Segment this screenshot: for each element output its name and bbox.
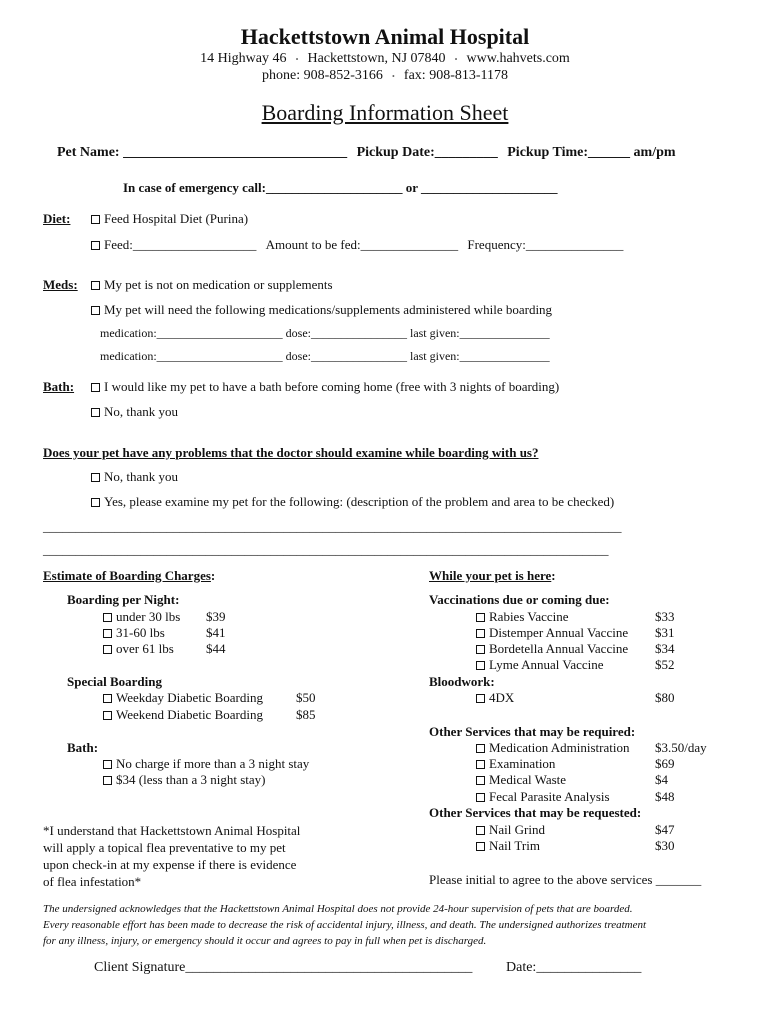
bloodwork-item[interactable] — [476, 690, 675, 706]
page-title: Boarding Information Sheet — [261, 100, 509, 125]
problems-option-yes-label: Yes, please examine my pet for the following: (description of the problem and area to be checked) — [104, 494, 615, 509]
per-night-item[interactable] — [103, 625, 226, 641]
problems-option-yes[interactable] — [91, 494, 614, 510]
required-label: Medical Waste — [489, 772, 567, 787]
problem-description-line[interactable]: _______________________________________________________________________________________ — [43, 542, 609, 557]
amount-field[interactable]: Amount to be fed:_______________ — [265, 237, 459, 252]
checkbox-icon[interactable] — [103, 645, 112, 654]
requested-heading: Other Services that may be requested: — [429, 805, 642, 820]
meds-option-none[interactable] — [91, 277, 333, 293]
checkbox-icon[interactable] — [476, 776, 485, 785]
checkbox-icon[interactable] — [91, 498, 100, 507]
estimate-heading — [43, 568, 215, 584]
phone: phone: 908-852-3166 — [261, 68, 383, 83]
meds-option-none-label: My pet is not on medication or supplements — [104, 277, 333, 292]
bullet-icon: • — [454, 55, 458, 64]
per-night-label: over 61 lbs — [116, 641, 174, 656]
checkbox-icon[interactable] — [91, 408, 100, 417]
required-price: $48 — [655, 789, 675, 804]
requested-price: $30 — [655, 838, 675, 853]
per-night-item[interactable] — [103, 609, 226, 625]
vaccination-price: $52 — [655, 657, 675, 672]
while-here-heading-text: While your pet is here — [429, 568, 552, 583]
pet-line — [57, 145, 676, 161]
required-label: Medication Administration — [489, 740, 630, 755]
checkbox-icon[interactable] — [103, 613, 112, 622]
meds-option-needs-label: My pet will need the following medications/supplements administered while boarding — [104, 302, 553, 317]
required-item[interactable] — [476, 789, 675, 805]
meds-label: Meds: — [43, 277, 78, 292]
special-label: Weekend Diabetic Boarding — [116, 707, 263, 722]
bath-option-no[interactable] — [91, 404, 178, 420]
diet-option-hospital[interactable] — [91, 211, 248, 227]
required-price: $4 — [655, 772, 668, 787]
special-price: $50 — [296, 690, 316, 705]
pickup-date-label: Pickup Date: — [356, 145, 435, 160]
diet-label: Diet: — [43, 211, 71, 226]
disclaimer — [43, 901, 646, 949]
vaccination-price: $33 — [655, 609, 675, 624]
checkbox-icon[interactable] — [476, 744, 485, 753]
special-item[interactable] — [103, 707, 316, 723]
client-signature-field[interactable]: Client Signature_________________________________________ — [94, 960, 473, 975]
checkbox-icon[interactable] — [91, 215, 100, 224]
bath-option-yes-label: I would like my pet to have a bath before coming home (free with 3 nights of boarding) — [104, 379, 560, 394]
vaccination-price: $31 — [655, 625, 675, 640]
required-item[interactable] — [476, 756, 675, 772]
flea-note-line: upon check-in at my expense if there is evidence — [43, 857, 297, 872]
checkbox-icon[interactable] — [476, 760, 485, 769]
special-label: Weekday Diabetic Boarding — [116, 690, 263, 705]
frequency-field[interactable]: Frequency:_______________ — [467, 237, 624, 252]
special-heading: Special Boarding — [67, 674, 162, 689]
checkbox-icon[interactable] — [91, 383, 100, 392]
per-night-item[interactable] — [103, 641, 226, 657]
checkbox-icon[interactable] — [476, 661, 485, 670]
address-city: Hackettstown, NJ 07840 — [307, 51, 446, 66]
per-night-price: $44 — [206, 641, 226, 656]
bath-charge-item[interactable] — [103, 772, 265, 788]
vaccination-label: Lyme Annual Vaccine — [489, 657, 604, 672]
initial-field[interactable]: Please initial to agree to the above services _______ — [429, 872, 702, 887]
medication-row[interactable]: medication:_____________________ dose:________________ last given:_______________ — [100, 349, 550, 363]
per-night-label: under 30 lbs — [116, 609, 181, 624]
required-item[interactable] — [476, 772, 668, 788]
disclaimer-line: The undersigned acknowledges that the Hackettstown Animal Hospital does not provide 24-hour supervision of pets that are boarded. — [43, 903, 633, 915]
website-link[interactable]: www.hahvets.com — [466, 51, 570, 66]
checkbox-icon[interactable] — [476, 793, 485, 802]
checkbox-icon[interactable] — [476, 645, 485, 654]
hospital-name: Hackettstown Animal Hospital — [240, 24, 530, 49]
vaccination-label: Bordetella Annual Vaccine — [489, 641, 629, 656]
problems-option-no[interactable] — [91, 469, 178, 485]
estimate-heading-colon: : — [210, 568, 216, 583]
disclaimer-line: Every reasonable effort has been made to decrease the risk of accidental injury, illness, and death. The undersigned authorizes treatment — [43, 919, 647, 931]
vaccinations-heading: Vaccinations due or coming due: — [429, 592, 610, 607]
checkbox-icon[interactable] — [91, 281, 100, 290]
emergency-or: or — [405, 180, 418, 195]
flea-note-line: of flea infestation* — [43, 874, 142, 889]
pet-name-label: Pet Name: — [57, 145, 120, 160]
vaccination-price: $34 — [655, 641, 675, 656]
pickup-time-label: Pickup Time: — [507, 145, 589, 160]
checkbox-icon[interactable] — [91, 473, 100, 482]
pet-name-field[interactable]: ________________________________ — [123, 145, 348, 160]
per-night-price: $39 — [206, 609, 226, 624]
special-item[interactable] — [103, 690, 316, 706]
special-price: $85 — [296, 707, 316, 722]
checkbox-icon[interactable] — [103, 629, 112, 638]
bath-charge-label: $34 (less than a 3 night stay) — [116, 772, 266, 787]
disclaimer-line: for any illness, injury, or emergency should it occur and agrees to pay in full when pet is discharged. — [43, 935, 487, 947]
checkbox-icon[interactable] — [476, 613, 485, 622]
pickup-time-field[interactable]: ______ — [588, 145, 631, 160]
requested-label: Nail Trim — [489, 838, 540, 853]
bath-charge-item[interactable] — [103, 756, 309, 772]
emergency-label: In case of emergency call: — [123, 180, 266, 195]
address-line — [0, 51, 770, 67]
vaccination-item[interactable] — [476, 625, 675, 641]
checkbox-icon[interactable] — [476, 694, 485, 703]
checkbox-icon[interactable] — [476, 826, 485, 835]
bath-charge-heading: Bath: — [67, 740, 99, 755]
checkbox-icon[interactable] — [91, 306, 100, 315]
checkbox-icon[interactable] — [103, 694, 112, 703]
date-field[interactable]: Date:_______________ — [506, 960, 642, 975]
ampm-label: am/pm — [633, 145, 676, 160]
required-label: Fecal Parasite Analysis — [489, 789, 610, 804]
vaccination-item[interactable] — [476, 657, 675, 673]
bath-label: Bath: — [43, 379, 75, 394]
checkbox-icon[interactable] — [103, 711, 112, 720]
contact-line — [0, 68, 770, 84]
requested-item[interactable] — [476, 838, 675, 854]
bloodwork-heading: Bloodwork: — [429, 674, 495, 689]
while-here-heading — [429, 568, 556, 584]
required-price: $69 — [655, 756, 675, 771]
required-label: Examination — [489, 756, 556, 771]
per-night-heading: Boarding per Night: — [67, 592, 180, 607]
requested-label: Nail Grind — [489, 822, 545, 837]
estimate-heading-text: Estimate of Boarding Charges — [43, 568, 211, 583]
bath-charge-label: No charge if more than a 3 night stay — [116, 756, 310, 771]
checkbox-icon[interactable] — [476, 629, 485, 638]
requested-item[interactable] — [476, 822, 675, 838]
checkbox-icon[interactable] — [103, 776, 112, 785]
meds-option-needs[interactable] — [91, 302, 552, 318]
bullet-icon: • — [392, 72, 395, 81]
emergency-phone-2[interactable]: _____________________ — [421, 180, 558, 195]
vaccination-label: Rabies Vaccine — [489, 609, 569, 624]
problem-description-line[interactable]: _________________________________________________________________________________________ — [43, 519, 622, 534]
checkbox-icon[interactable] — [91, 241, 100, 250]
required-heading: Other Services that may be required: — [429, 724, 636, 739]
flea-note-line: *I understand that Hackettstown Animal Hospital — [43, 823, 301, 838]
address-street: 14 Highway 46 — [200, 51, 287, 66]
required-price: $3.50/day — [655, 740, 707, 755]
checkbox-icon[interactable] — [476, 842, 485, 851]
requested-price: $47 — [655, 822, 675, 837]
vaccination-label: Distemper Annual Vaccine — [489, 625, 629, 640]
bullet-icon: • — [295, 55, 299, 64]
bloodwork-price: $80 — [655, 690, 675, 705]
problems-question: Does your pet have any problems that the doctor should examine while boarding with us? — [43, 445, 539, 460]
fax: fax: 908-813-1178 — [403, 68, 508, 83]
per-night-price: $41 — [206, 625, 226, 640]
required-item[interactable] — [476, 740, 707, 756]
vaccination-item[interactable] — [476, 641, 675, 657]
medication-row[interactable]: medication:_____________________ dose:________________ last given:_______________ — [100, 326, 550, 340]
pickup-date-field[interactable]: _________ — [434, 145, 498, 160]
emergency-line — [123, 180, 558, 196]
diet-option-hospital-label: Feed Hospital Diet (Purina) — [104, 211, 249, 226]
emergency-phone-1[interactable]: _____________________ — [265, 180, 403, 195]
bath-option-no-label: No, thank you — [104, 404, 179, 419]
feed-field[interactable]: Feed:___________________ — [104, 237, 257, 252]
checkbox-icon[interactable] — [103, 760, 112, 769]
vaccination-item[interactable] — [476, 609, 675, 625]
problems-option-no-label: No, thank you — [104, 469, 179, 484]
diet-option-feed[interactable] — [91, 237, 623, 253]
flea-note-line: will apply a topical flea preventative to my pet — [43, 840, 286, 855]
per-night-label: 31-60 lbs — [116, 625, 165, 640]
bath-option-yes[interactable] — [91, 379, 559, 395]
flea-note — [43, 822, 300, 890]
bloodwork-label: 4DX — [489, 690, 515, 705]
while-here-heading-colon: : — [551, 568, 556, 583]
